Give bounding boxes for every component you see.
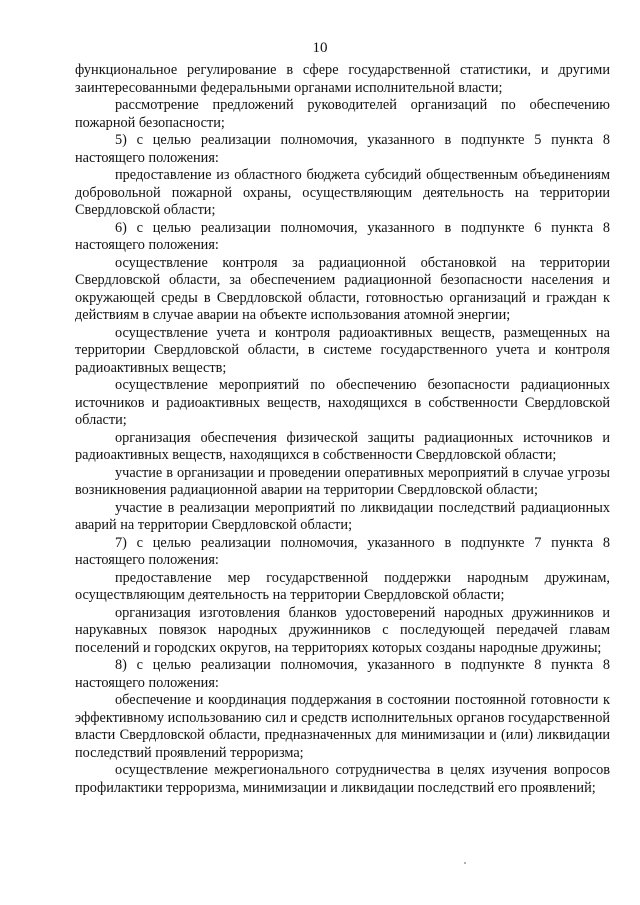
paragraph-1: рассмотрение предложений руководителей организаций по обеспечению пожарной безопасности; bbox=[75, 97, 610, 131]
paragraph-0: функциональное регулирование в сфере государственной статистики, и другими заинтересованными федеральными органами исполнительной власти; bbox=[75, 62, 610, 96]
paragraph-6: осуществление учета и контроля радиоактивных веществ, размещенных на территории Свердловской области, в системе государственного учета и контроля радиоактивных веществ; bbox=[75, 324, 610, 376]
paragraph-12: предоставление мер государственной поддержки народным дружинам, осуществляющим деятельность на территории Свердловской области; bbox=[75, 569, 610, 603]
paragraph-3: предоставление из областного бюджета субсидий общественным объединениям добровольной пожарной охраны, осуществляющим деятельность на территории Свердловской области; bbox=[75, 167, 610, 218]
paragraph-9: участие в организации и проведении оперативных мероприятий в случае угрозы возникновения радиационной аварии на территории Свердловской области; bbox=[75, 464, 610, 498]
paragraph-2: 5) с целью реализации полномочия, указанного в подпункте 5 пункта 8 настоящего положения: bbox=[75, 132, 610, 166]
paragraph-15: обеспечение и координация поддержания в состоянии постоянной готовности к эффективному использованию сил и средств исполнительных органов государственной власти Свердловской области, предназначенных для минимизации и (или) ликвидации последствий проявлений терроризма; bbox=[75, 692, 610, 761]
paragraph-4: 6) с целью реализации полномочия, указанного в подпункте 6 пункта 8 настоящего положения: bbox=[75, 219, 610, 253]
paragraph-13: организация изготовления бланков удостоверений народных дружинников и нарукавных повязок народных дружинников с последующей передачей главам поселений и городских округов, на территориях которых созданы народные дружины; bbox=[75, 604, 610, 656]
page-number: 10 bbox=[312, 40, 328, 56]
paragraph-8: организация обеспечения физической защиты радиационных источников и радиоактивных веществ, находящихся в собственности Свердловской области; bbox=[75, 429, 610, 463]
document-body bbox=[75, 62, 610, 797]
paragraph-11: 7) с целью реализации полномочия, указанного в подпункте 7 пункта 8 настоящего положения: bbox=[75, 534, 610, 568]
paragraph-14: 8) с целью реализации полномочия, указанного в подпункте 8 пункта 8 настоящего положения: bbox=[75, 657, 610, 691]
paragraph-5: осуществление контроля за радиационной обстановкой на территории Свердловской области, за обеспечением радиационной безопасности населения и окружающей среды в Свердловской области, готовностью организаций и граждан к действиям в случае аварии на объекте использования атомной энергии; bbox=[75, 254, 610, 323]
paragraph-16: осуществление межрегионального сотрудничества в целях изучения вопросов профилактики терроризма, минимизации и ликвидации последствий его проявлений; bbox=[75, 762, 610, 796]
paragraph-7: осуществление мероприятий по обеспечению безопасности радиационных источников и радиоактивных веществ, находящихся в собственности Свердловской области; bbox=[75, 377, 610, 428]
scan-speck bbox=[464, 862, 466, 864]
paragraph-10: участие в реализации мероприятий по ликвидации последствий радиационных аварий на территории Свердловской области; bbox=[75, 499, 610, 533]
